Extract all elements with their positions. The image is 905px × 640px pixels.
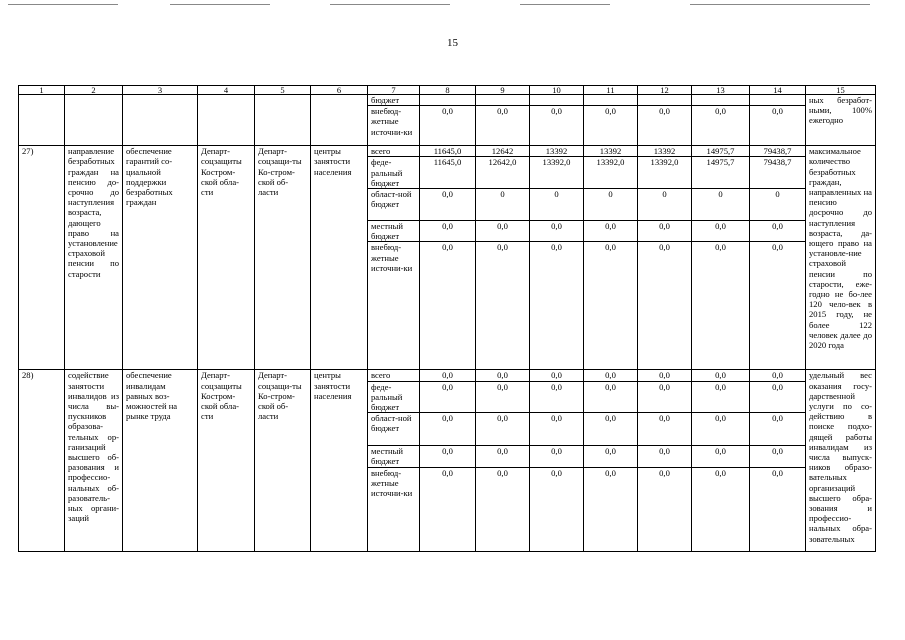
co-executor: Департ-соцзащи-ты Ко-стром-ской об-ласти [255, 146, 311, 370]
value-cell: 13392 [530, 146, 584, 157]
value-cell: 0 [476, 189, 530, 221]
column-number: 7 [368, 86, 420, 95]
value-cell: 0,0 [584, 467, 638, 551]
value-cell: 0,0 [750, 446, 806, 467]
funding-source: внебюд-жетные источни-ки [368, 242, 420, 370]
column-number: 3 [123, 86, 198, 95]
value-cell: 0 [692, 189, 750, 221]
value-cell: 13392 [638, 146, 692, 157]
column-number: 12 [638, 86, 692, 95]
value-cell: 0,0 [530, 446, 584, 467]
top-border-line [520, 4, 610, 5]
value-cell: 0,0 [530, 381, 584, 413]
expected-result: удельный вес оказания госу-дарственной услуги по со-действию в поиске подхо-дящей работы инвалидам из числа выпуск-ников образо-вательных организаций высшего обра-зования и профессио-нальных обра-зовательных [806, 370, 876, 551]
value-cell: 0,0 [692, 242, 750, 370]
value-cell: 79438,7 [750, 157, 806, 189]
column-number: 8 [420, 86, 476, 95]
measure-title: направление безработных граждан на пенсию до-срочно до наступления возраста, дающего право на установление страховой пенсии по старости [65, 146, 123, 370]
column-number: 14 [750, 86, 806, 95]
value-cell: 0,0 [420, 189, 476, 221]
value-cell: 0,0 [584, 381, 638, 413]
executor: Департ-соцзащиты Костром-ской обла-сти [198, 370, 255, 551]
value-cell: 0,0 [584, 370, 638, 381]
table-row [19, 146, 876, 157]
value-cell: 0,0 [638, 221, 692, 242]
value-cell: 0,0 [638, 413, 692, 446]
value-cell: 0,0 [584, 106, 638, 146]
value-cell: 13392,0 [584, 157, 638, 189]
column-number: 4 [198, 86, 255, 95]
value-cell: 0,0 [750, 381, 806, 413]
value-cell: 0,0 [638, 446, 692, 467]
value-cell: 0,0 [530, 221, 584, 242]
funding-source: местный бюджет [368, 446, 420, 467]
value-cell: 14975,7 [692, 157, 750, 189]
value-cell: 0,0 [750, 467, 806, 551]
value-cell: 0,0 [750, 106, 806, 146]
partner: центры занятости населения [311, 146, 368, 370]
value-cell: 0,0 [420, 413, 476, 446]
column-number: 6 [311, 86, 368, 95]
value-cell: 0,0 [530, 413, 584, 446]
value-cell: 0,0 [530, 106, 584, 146]
column-number: 5 [255, 86, 311, 95]
value-cell: 0,0 [638, 467, 692, 551]
value-cell: 13392,0 [638, 157, 692, 189]
value-cell: 0 [584, 189, 638, 221]
value-cell: 0,0 [750, 221, 806, 242]
top-border-line [330, 4, 450, 5]
value-cell: 0,0 [584, 446, 638, 467]
value-cell: 14975,7 [692, 146, 750, 157]
value-cell: 0,0 [420, 106, 476, 146]
co-executor: Департ-соцзащи-ты Ко-стром-ской об-ласти [255, 370, 311, 551]
row-number: 27) [19, 146, 65, 370]
table-row [19, 95, 876, 106]
value-cell: 0,0 [530, 467, 584, 551]
value-cell: 0,0 [476, 106, 530, 146]
funding-source: всего [368, 146, 420, 157]
top-border-line [8, 4, 118, 5]
funding-source: област-ной бюджет [368, 413, 420, 446]
value-cell: 0,0 [420, 446, 476, 467]
value-cell: 0,0 [692, 446, 750, 467]
funding-source: област-ной бюджет [368, 189, 420, 221]
value-cell: 0,0 [584, 221, 638, 242]
measure-goal: обеспечение инвалидам равных воз-можностей на рынке труда [123, 370, 198, 551]
value-cell: 0,0 [692, 370, 750, 381]
value-cell: 0,0 [420, 381, 476, 413]
value-cell: 12642,0 [476, 157, 530, 189]
executor: Департ-соцзащиты Костром-ской обла-сти [198, 146, 255, 370]
value-cell: 0,0 [638, 242, 692, 370]
row-number: 28) [19, 370, 65, 551]
value-cell: 0,0 [476, 446, 530, 467]
value-cell: 0,0 [530, 242, 584, 370]
value-cell: 0 [530, 189, 584, 221]
measure-goal: обеспечение гарантий со-циальной поддержки безработных граждан [123, 146, 198, 370]
value-cell: 0,0 [692, 106, 750, 146]
column-number: 1 [19, 86, 65, 95]
top-border-line [170, 4, 270, 5]
value-cell: 0,0 [476, 221, 530, 242]
value-cell: 0 [750, 189, 806, 221]
value-cell: 0,0 [692, 467, 750, 551]
value-cell: 0,0 [584, 413, 638, 446]
value-cell: 0,0 [420, 242, 476, 370]
measure-title: содействие занятости инвалидов из числа вы-пускников образова-тельных ор-ганизаций высшего об-разования и профессио-нальных об-разователь-ных органи-заций [65, 370, 123, 551]
value-cell: 0,0 [750, 242, 806, 370]
value-cell: 0,0 [420, 370, 476, 381]
value-cell: 0,0 [476, 413, 530, 446]
column-number: 13 [692, 86, 750, 95]
partner: центры занятости населения [311, 370, 368, 551]
column-number: 15 [806, 86, 876, 95]
top-border-line [690, 4, 870, 5]
value-cell: 0,0 [476, 381, 530, 413]
funding-source: феде-ральный бюджет [368, 381, 420, 413]
column-number: 2 [65, 86, 123, 95]
value-cell: 0,0 [584, 242, 638, 370]
value-cell: 0,0 [530, 370, 584, 381]
value-cell: 13392 [584, 146, 638, 157]
funding-source: бюджет [368, 95, 420, 106]
value-cell: 0,0 [750, 370, 806, 381]
expected-result: максимальное количество безработных граждан, направленных на пенсию досрочно до наступления возраста, да-ющего право на установле-ние страховой пенсии по старости, еже-годно не бо-лее 120 чело-век в 2015 году, не более 122 человек далее до 2020 года [806, 146, 876, 370]
value-cell: 0,0 [420, 467, 476, 551]
program-measures-table [18, 85, 876, 552]
funding-source: внебюд-жетные источни-ки [368, 106, 420, 146]
value-cell: 0,0 [692, 381, 750, 413]
value-cell: 79438,7 [750, 146, 806, 157]
funding-source: феде-ральный бюджет [368, 157, 420, 189]
value-cell: 0,0 [420, 221, 476, 242]
value-cell: 11645,0 [420, 157, 476, 189]
funding-source: всего [368, 370, 420, 381]
value-cell: 0,0 [476, 467, 530, 551]
value-cell: 0,0 [476, 242, 530, 370]
value-cell: 0 [638, 189, 692, 221]
value-cell: 0,0 [638, 381, 692, 413]
value-cell: 12642 [476, 146, 530, 157]
table-row [19, 370, 876, 381]
value-cell: 0,0 [750, 413, 806, 446]
expected-result: ных безработ-ными, 100% ежегодно [806, 95, 876, 146]
value-cell: 11645,0 [420, 146, 476, 157]
value-cell: 0,0 [476, 370, 530, 381]
value-cell: 0,0 [692, 413, 750, 446]
funding-source: местный бюджет [368, 221, 420, 242]
column-number: 11 [584, 86, 638, 95]
value-cell: 0,0 [638, 370, 692, 381]
column-number-row [19, 86, 876, 95]
value-cell: 0,0 [692, 221, 750, 242]
value-cell: 0,0 [638, 106, 692, 146]
funding-source: внебюд-жетные источни-ки [368, 467, 420, 551]
value-cell: 13392,0 [530, 157, 584, 189]
column-number: 10 [530, 86, 584, 95]
page-number: 15 [447, 37, 458, 49]
column-number: 9 [476, 86, 530, 95]
